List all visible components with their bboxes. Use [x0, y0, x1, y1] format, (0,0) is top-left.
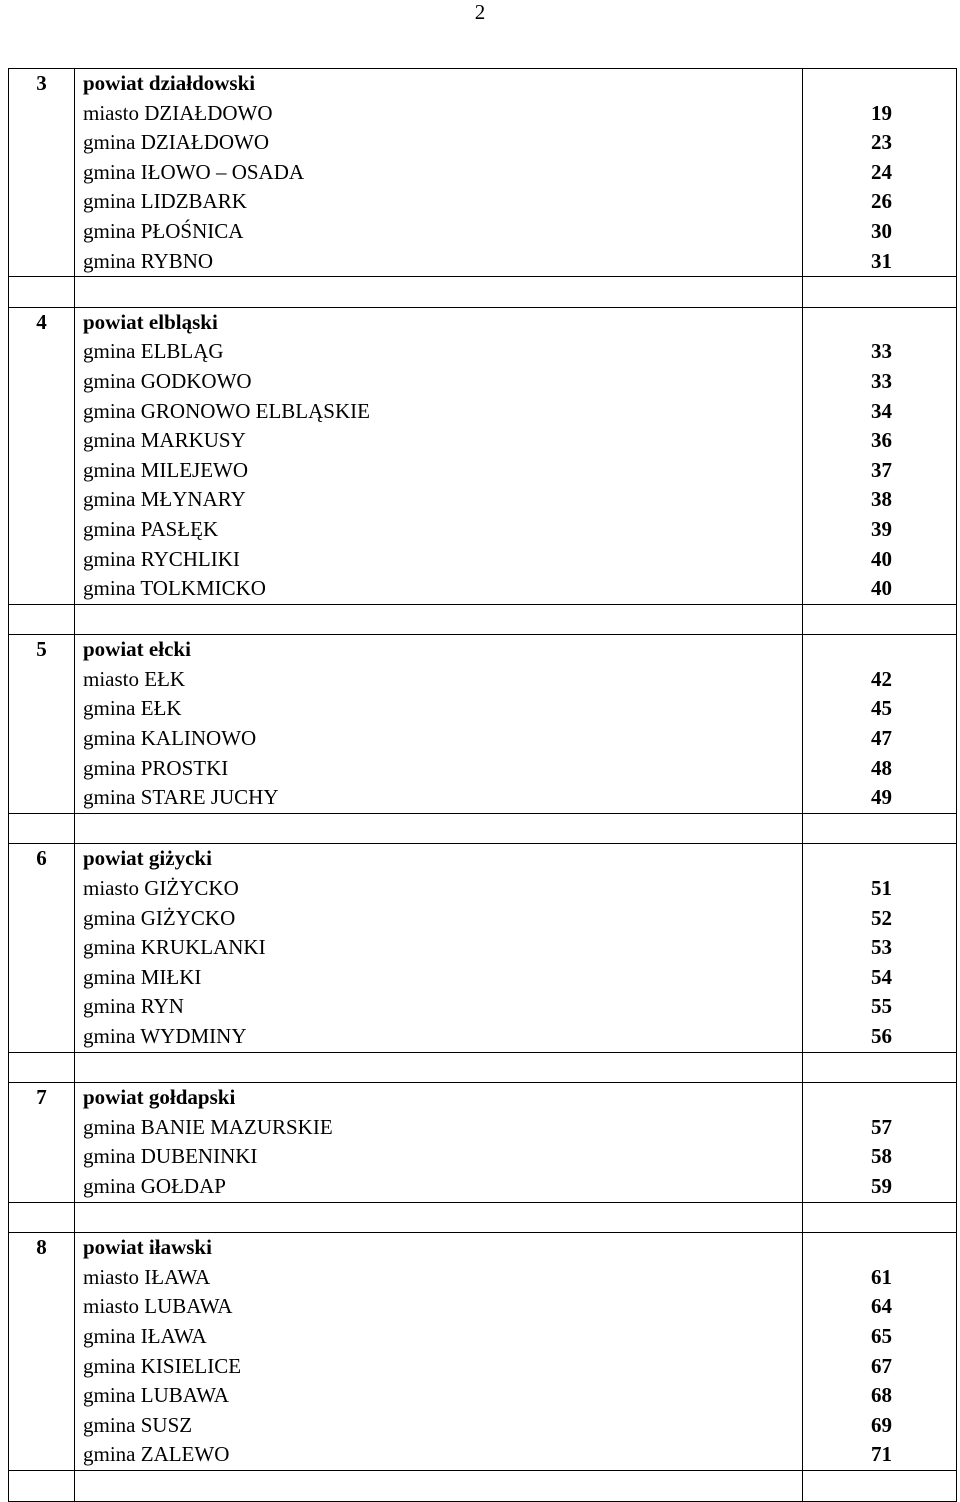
entry-name: gmina MARKUSY	[75, 426, 803, 456]
entry-number-cell	[9, 1440, 75, 1470]
entry-page: 55	[803, 992, 957, 1022]
entry-name: gmina MILEJEWO	[75, 456, 803, 486]
entry-page: 40	[803, 574, 957, 604]
entry-number-cell	[9, 1381, 75, 1411]
entry-number-cell	[9, 933, 75, 963]
entry-name: miasto GIŻYCKO	[75, 874, 803, 904]
entry-page: 36	[803, 426, 957, 456]
entry-name: gmina RYBNO	[75, 247, 803, 277]
entry-name: miasto EŁK	[75, 665, 803, 695]
entry-page: 47	[803, 724, 957, 754]
entry-name: gmina TOLKMICKO	[75, 574, 803, 604]
entry-page: 40	[803, 545, 957, 575]
spacer-cell	[9, 813, 75, 844]
table-row	[9, 694, 957, 724]
entry-number-cell	[9, 99, 75, 129]
spacer-cell	[9, 1202, 75, 1233]
section-title: powiat iławski	[75, 1233, 803, 1263]
entry-name: gmina KISIELICE	[75, 1352, 803, 1382]
entry-name: gmina KALINOWO	[75, 724, 803, 754]
entry-name: gmina PŁOŚNICA	[75, 217, 803, 247]
page-number: 2	[474, 0, 486, 24]
entry-page: 42	[803, 665, 957, 695]
section-title: powiat elbląski	[75, 307, 803, 337]
entry-name: miasto LUBAWA	[75, 1292, 803, 1322]
entry-number-cell	[9, 1172, 75, 1202]
entry-name: miasto DZIAŁDOWO	[75, 99, 803, 129]
entry-name: gmina GOŁDAP	[75, 1172, 803, 1202]
table-row	[9, 337, 957, 367]
entry-name: gmina GRONOWO ELBLĄSKIE	[75, 397, 803, 427]
entry-number-cell	[9, 665, 75, 695]
entry-page: 30	[803, 217, 957, 247]
entry-name: gmina GIŻYCKO	[75, 904, 803, 934]
table-row	[9, 485, 957, 515]
entry-page: 19	[803, 99, 957, 129]
section-number: 3	[9, 69, 75, 99]
entry-page: 23	[803, 128, 957, 158]
table-row	[9, 665, 957, 695]
table-row	[9, 545, 957, 575]
table-row	[9, 874, 957, 904]
entry-number-cell	[9, 485, 75, 515]
table-row	[9, 158, 957, 188]
entry-number-cell	[9, 247, 75, 277]
spacer-row	[9, 1470, 957, 1501]
spacer-row	[9, 1202, 957, 1233]
entry-page: 54	[803, 963, 957, 993]
entry-number-cell	[9, 158, 75, 188]
section-header-row	[9, 307, 957, 337]
entry-name: gmina GODKOWO	[75, 367, 803, 397]
entry-number-cell	[9, 783, 75, 813]
entry-number-cell	[9, 515, 75, 545]
entry-name: gmina SUSZ	[75, 1411, 803, 1441]
entry-page: 33	[803, 337, 957, 367]
table-row	[9, 754, 957, 784]
table-row	[9, 1292, 957, 1322]
entry-number-cell	[9, 1322, 75, 1352]
spacer-cell	[9, 1470, 75, 1501]
entry-page: 39	[803, 515, 957, 545]
entry-number-cell	[9, 545, 75, 575]
entry-page: 51	[803, 874, 957, 904]
table-row	[9, 99, 957, 129]
section-number: 4	[9, 307, 75, 337]
entry-name: gmina DZIAŁDOWO	[75, 128, 803, 158]
entry-page: 67	[803, 1352, 957, 1382]
table-row	[9, 1440, 957, 1470]
entry-page: 56	[803, 1022, 957, 1052]
entry-number-cell	[9, 874, 75, 904]
entry-name: gmina MŁYNARY	[75, 485, 803, 515]
entry-page: 61	[803, 1263, 957, 1293]
table-row	[9, 456, 957, 486]
section-page-cell	[803, 1083, 957, 1113]
spacer-cell	[75, 813, 803, 844]
table-row	[9, 515, 957, 545]
table-row	[9, 1381, 957, 1411]
entry-page: 58	[803, 1142, 957, 1172]
entry-name: miasto IŁAWA	[75, 1263, 803, 1293]
table-of-contents	[8, 68, 957, 1502]
section-number: 7	[9, 1083, 75, 1113]
table-row	[9, 1352, 957, 1382]
table-row	[9, 1322, 957, 1352]
section-header-row	[9, 69, 957, 99]
section-number: 5	[9, 635, 75, 665]
spacer-cell	[803, 1202, 957, 1233]
table-row	[9, 1172, 957, 1202]
table-row	[9, 217, 957, 247]
entry-page: 57	[803, 1113, 957, 1143]
table-row	[9, 724, 957, 754]
table-row	[9, 963, 957, 993]
section-title: powiat gołdapski	[75, 1083, 803, 1113]
entry-name: gmina ZALEWO	[75, 1440, 803, 1470]
section-number: 8	[9, 1233, 75, 1263]
spacer-row	[9, 604, 957, 635]
section-title: powiat giżycki	[75, 844, 803, 874]
entry-page: 68	[803, 1381, 957, 1411]
entry-number-cell	[9, 1263, 75, 1293]
entry-name: gmina EŁK	[75, 694, 803, 724]
toc-body	[9, 69, 957, 1502]
entry-name: gmina RYN	[75, 992, 803, 1022]
entry-name: gmina KRUKLANKI	[75, 933, 803, 963]
table-row	[9, 933, 957, 963]
section-page-cell	[803, 635, 957, 665]
table-row	[9, 1263, 957, 1293]
entry-number-cell	[9, 904, 75, 934]
table-row	[9, 904, 957, 934]
entry-page: 48	[803, 754, 957, 784]
entry-number-cell	[9, 1292, 75, 1322]
section-title: powiat działdowski	[75, 69, 803, 99]
table-row	[9, 992, 957, 1022]
table-row	[9, 128, 957, 158]
entry-number-cell	[9, 694, 75, 724]
entry-number-cell	[9, 1022, 75, 1052]
spacer-cell	[803, 813, 957, 844]
entry-number-cell	[9, 963, 75, 993]
spacer-cell	[75, 1202, 803, 1233]
spacer-cell	[803, 604, 957, 635]
entry-name: gmina LIDZBARK	[75, 187, 803, 217]
spacer-row	[9, 813, 957, 844]
entry-number-cell	[9, 128, 75, 158]
entry-number-cell	[9, 1411, 75, 1441]
entry-name: gmina IŁAWA	[75, 1322, 803, 1352]
entry-number-cell	[9, 1142, 75, 1172]
entry-number-cell	[9, 992, 75, 1022]
entry-page: 31	[803, 247, 957, 277]
spacer-row	[9, 1052, 957, 1083]
spacer-cell	[75, 604, 803, 635]
entry-name: gmina RYCHLIKI	[75, 545, 803, 575]
entry-number-cell	[9, 456, 75, 486]
section-page-cell	[803, 1233, 957, 1263]
section-page-cell	[803, 307, 957, 337]
entry-page: 49	[803, 783, 957, 813]
table-row	[9, 187, 957, 217]
section-number: 6	[9, 844, 75, 874]
entry-page: 33	[803, 367, 957, 397]
entry-number-cell	[9, 574, 75, 604]
entry-page: 59	[803, 1172, 957, 1202]
entry-name: gmina STARE JUCHY	[75, 783, 803, 813]
section-page-cell	[803, 844, 957, 874]
section-header-row	[9, 1233, 957, 1263]
spacer-cell	[803, 1052, 957, 1083]
spacer-cell	[803, 1470, 957, 1501]
entry-number-cell	[9, 367, 75, 397]
entry-name: gmina WYDMINY	[75, 1022, 803, 1052]
entry-page: 65	[803, 1322, 957, 1352]
entry-name: gmina PROSTKI	[75, 754, 803, 784]
entry-page: 38	[803, 485, 957, 515]
spacer-cell	[75, 1052, 803, 1083]
entry-number-cell	[9, 754, 75, 784]
entry-name: gmina BANIE MAZURSKIE	[75, 1113, 803, 1143]
table-row	[9, 1411, 957, 1441]
table-row	[9, 1113, 957, 1143]
table-row	[9, 367, 957, 397]
entry-name: gmina PASŁĘK	[75, 515, 803, 545]
table-row	[9, 574, 957, 604]
entry-page: 64	[803, 1292, 957, 1322]
entry-page: 71	[803, 1440, 957, 1470]
entry-name: gmina DUBENINKI	[75, 1142, 803, 1172]
entry-page: 26	[803, 187, 957, 217]
spacer-cell	[75, 1470, 803, 1501]
entry-number-cell	[9, 397, 75, 427]
entry-number-cell	[9, 187, 75, 217]
entry-name: gmina MIŁKI	[75, 963, 803, 993]
entry-page: 53	[803, 933, 957, 963]
section-header-row	[9, 635, 957, 665]
table-row	[9, 247, 957, 277]
entry-number-cell	[9, 724, 75, 754]
table-row	[9, 397, 957, 427]
table-row	[9, 1142, 957, 1172]
entry-number-cell	[9, 426, 75, 456]
spacer-row	[9, 277, 957, 308]
entry-page: 34	[803, 397, 957, 427]
spacer-cell	[9, 604, 75, 635]
spacer-cell	[803, 277, 957, 308]
entry-page: 24	[803, 158, 957, 188]
entry-page: 45	[803, 694, 957, 724]
entry-page: 69	[803, 1411, 957, 1441]
spacer-cell	[75, 277, 803, 308]
table-row	[9, 426, 957, 456]
section-title: powiat ełcki	[75, 635, 803, 665]
section-header-row	[9, 1083, 957, 1113]
spacer-cell	[9, 1052, 75, 1083]
entry-page: 37	[803, 456, 957, 486]
section-header-row	[9, 844, 957, 874]
table-row	[9, 1022, 957, 1052]
entry-name: gmina ELBLĄG	[75, 337, 803, 367]
entry-name: gmina LUBAWA	[75, 1381, 803, 1411]
spacer-cell	[9, 277, 75, 308]
entry-number-cell	[9, 337, 75, 367]
entry-number-cell	[9, 1113, 75, 1143]
entry-number-cell	[9, 217, 75, 247]
entry-page: 52	[803, 904, 957, 934]
entry-number-cell	[9, 1352, 75, 1382]
section-page-cell	[803, 69, 957, 99]
table-row	[9, 783, 957, 813]
entry-name: gmina IŁOWO – OSADA	[75, 158, 803, 188]
